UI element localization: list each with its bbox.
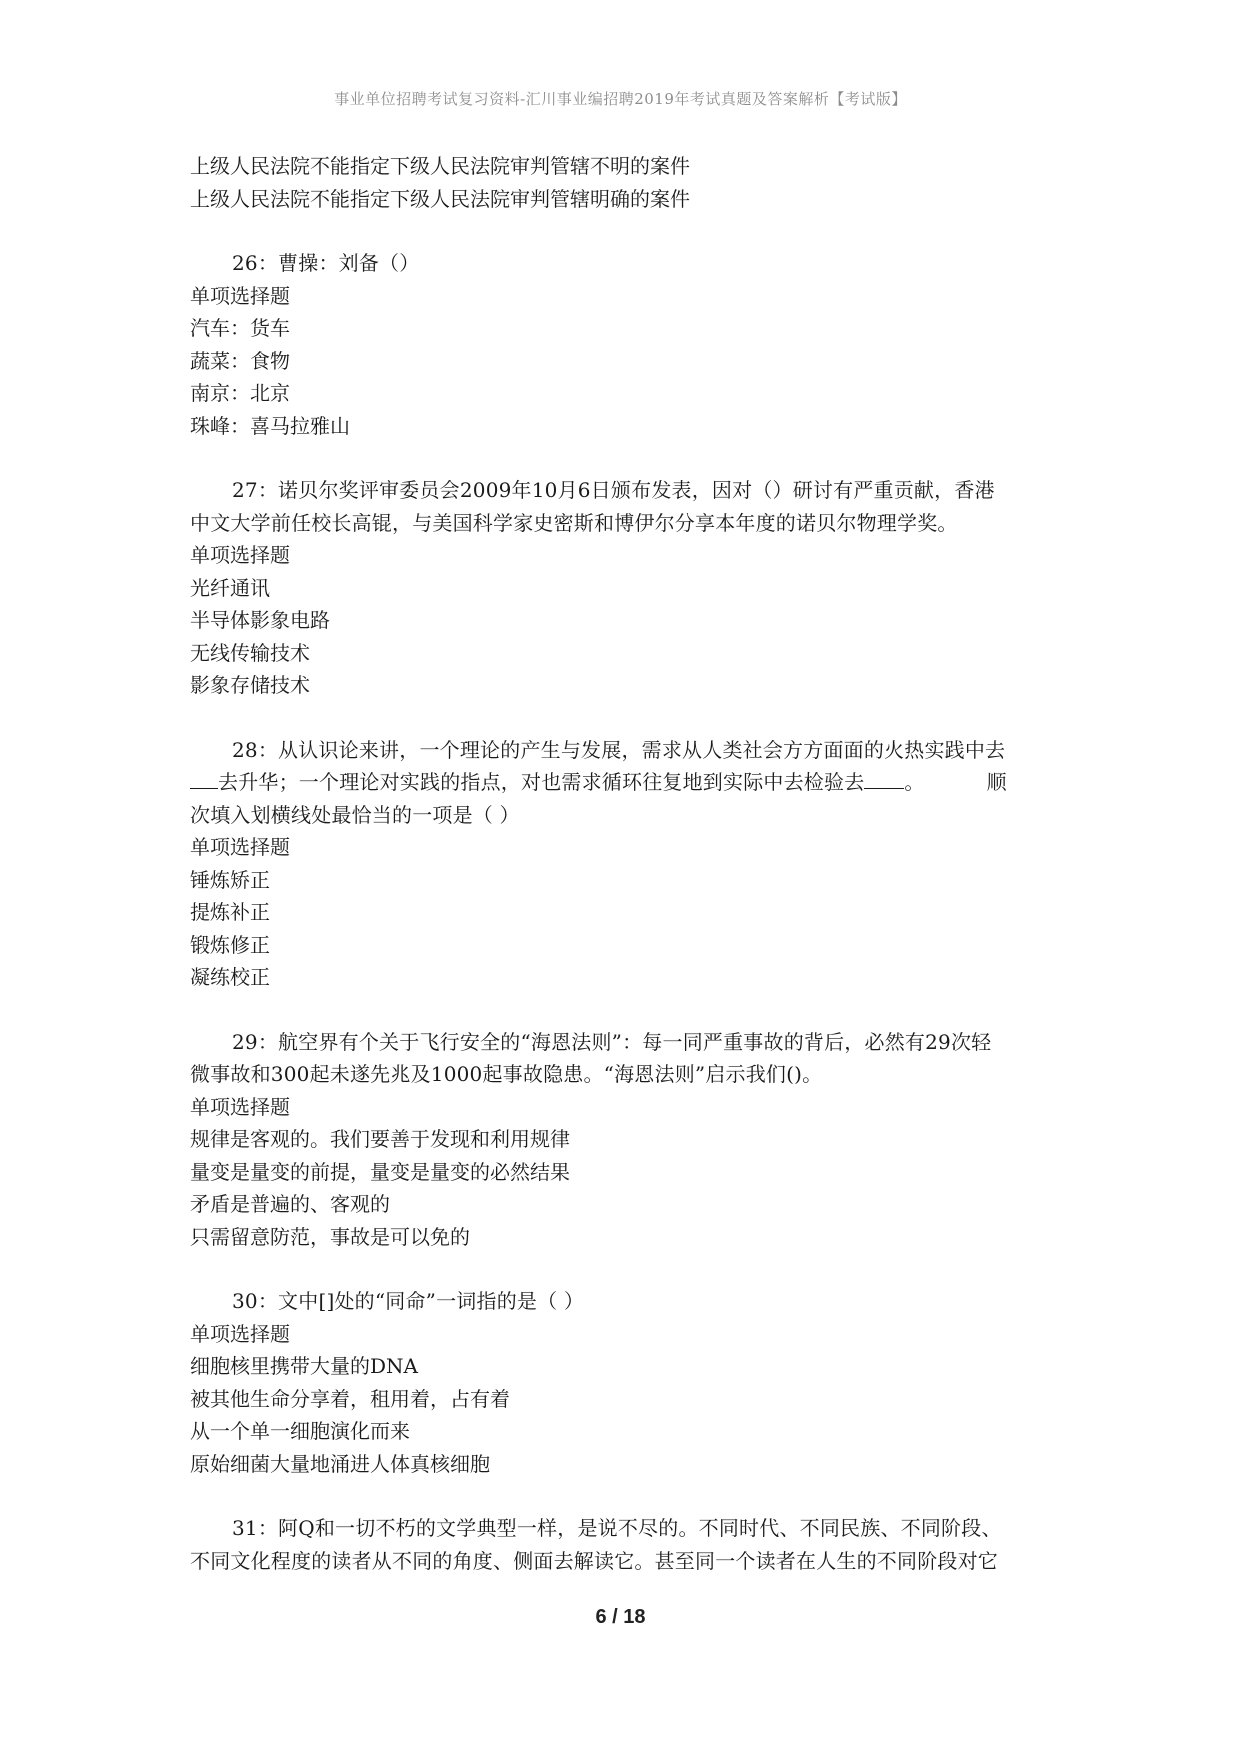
question-type: 单项选择题 [190,835,290,859]
question-type: 单项选择题 [190,543,290,567]
option-text: 原始细菌大量地涌进人体真核细胞 [190,1451,490,1476]
option-text: 只需留意防范，事故是可以免的 [190,1224,470,1249]
question-29-text: 29：航空界有个关于飞行安全的“海恩法则”：每一同严重事故的背后，必然有29次轻 微事故和300起未遂先兆及1000起事故隐患。“海恩法则”启示我们()。 [190,1029,992,1086]
question-27-text: 27：诺贝尔奖评审委员会2009年10月6日颁布发表，因对（）研讨有严重贡献，香港 中文大学前任校长高锟，与美国科学家史密斯和博伊尔分享本年度的诺贝尔物理学奖。 [190,478,995,535]
question-31-text: 31：阿Q和一切不朽的文学典型一样，是说不尽的。不同时代、不同民族、不同阶段、 不同文化程度的读者从不同的角度、侧面去解读它。甚至同一个读者在人生的不同阶段对它 [190,1516,1002,1573]
option-text: 锻炼修正 [190,932,270,957]
question-30-text: 30：文中[]处的“同命”一词指的是（ ） [232,1289,585,1313]
option-text: 上级人民法院不能指定下级人民法院审判管辖明确的案件 [190,186,690,211]
option-text: 无线传输技术 [190,640,310,665]
option-text: 被其他生命分享着，租用着，占有着 [190,1386,510,1411]
question-28-text: 28：从认识论来讲，一个理论的产生与发展，需求从人类社会方方面面的火热实践中去 去升华；一个理论对实践的指点，对也需求循环往复地到实际中去检验去 。 顺 次填入划横线处最恰当的一项是（ ） [190,737,1007,827]
option-text: 光纤通讯 [190,575,270,600]
question-26-text: 26：曹操：刘备（） [232,251,420,275]
option-text: 汽车：货车 [190,316,290,340]
option-text: 珠峰：喜马拉雅山 [190,413,350,438]
option-text: 蔬菜：食物 [190,348,290,373]
document-body [190,150,1060,1577]
option-text: 矛盾是普遍的、客观的 [190,1192,390,1216]
question-type: 单项选择题 [190,1094,290,1119]
page-header: 事业单位招聘考试复习资料-汇川事业编招聘2019年考试真题及答案解析【考试版】 [334,90,907,108]
fill-blank [864,768,904,789]
option-text: 半导体影象电路 [190,608,330,632]
option-text: 南京：北京 [190,381,290,405]
option-text: 量变是量变的前提，量变是量变的必然结果 [190,1159,570,1184]
page-number: 6 / 18 [595,1606,646,1628]
option-text: 规律是客观的。我们要善于发现和利用规律 [190,1127,570,1151]
option-text: 凝练校正 [190,965,270,989]
question-type: 单项选择题 [190,1321,290,1346]
option-text: 上级人民法院不能指定下级人民法院审判管辖不明的案件 [190,154,690,178]
option-text: 影象存储技术 [190,673,310,697]
question-type: 单项选择题 [190,283,290,308]
fill-blank [190,768,218,789]
option-text: 从一个单一细胞演化而来 [190,1419,410,1443]
option-text: 细胞核里携带大量的DNA [190,1354,418,1378]
option-text: 提炼补正 [190,900,270,924]
option-text: 锤炼矫正 [190,867,270,892]
